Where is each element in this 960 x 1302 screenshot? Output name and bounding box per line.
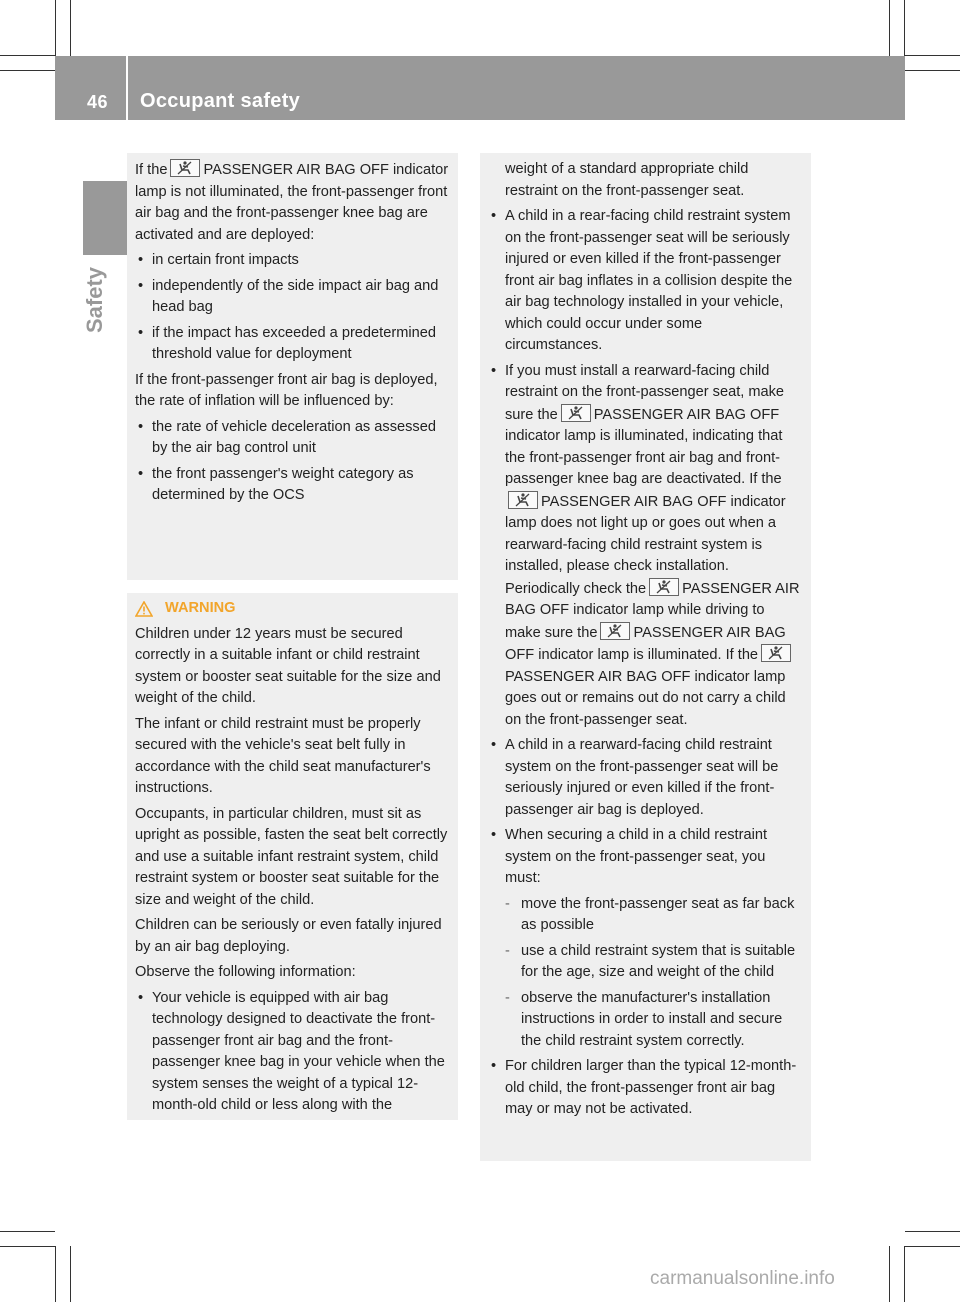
crop-mark [55, 1246, 56, 1302]
passenger-airbag-off-icon [170, 159, 200, 177]
passenger-airbag-off-icon [649, 578, 679, 596]
page-number: 46 [87, 92, 109, 112]
list-item: • independently of the side impact air bag and head bag [135, 276, 450, 319]
crop-mark [0, 55, 55, 56]
continuation-text: weight of a standard appropriate child restraint on the front-passenger seat. [505, 161, 749, 199]
list-item: • A child in a rearward-facing child restraint system on the front-passenger seat will be seriously injured or even killed if the front-passenger air bag is deployed. [488, 735, 803, 821]
sub-list-item: - observe the manufacturer's installation instructions in order to install and secure the child restraint system correctly. [488, 988, 803, 1053]
passenger-airbag-off-icon [761, 644, 791, 662]
list-item: • in certain front impacts [135, 250, 450, 272]
sub-list-item: - move the front-passenger seat as far back as possible [488, 894, 803, 937]
list-item: • the rate of vehicle deceleration as assessed by the air bag control unit [135, 417, 450, 460]
list-item: • the front passenger's weight category as determined by the OCS [135, 464, 450, 507]
list-item: • When securing a child in a child restraint system on the front-passenger seat, you must: [488, 825, 803, 890]
list-item: • For children larger than the typical 12-month-old child, the front-passenger front air bag may or may not be activated. [488, 1056, 803, 1121]
warning-paragraph: Children under 12 years must be secured correctly in a suitable infant or child restraint system or booster seat suitable for the size and weight of the child. [135, 625, 441, 706]
crop-mark [70, 0, 71, 56]
crop-mark [55, 0, 56, 56]
crop-mark [889, 0, 890, 56]
list-item: • A child in a rear-facing child restraint system on the front-passenger seat will be seriously injured or even killed if the front-passenger front air bag inflates in a collision despite the air bag technology installed in your vehicle, which could occur under some circumstances. [488, 206, 803, 357]
list-item: • If you must install a rearward-facing child restraint on the front-passenger seat, make sure the PASSENGER AIR BAG OFF indicator lamp is illuminated, indicating that the front-passenger front air bag and front-passenger knee bag are deactivated. If the PASSENGER AIR BAG OFF indicator lamp does not light up or goes out when a rearward-facing child restraint system is installed, please check installation. Periodically check the PASSENGER AIR BAG OFF indicator lamp while driving to make sure the PASSENGER AIR BAG OFF indicator lamp is illuminated. If the PASSENGER AIR BAG OFF indicator lamp goes out or remains out do not carry a child on the front-passenger seat. [488, 361, 803, 732]
warning-paragraph: The infant or child restraint must be properly secured with the vehicle's seat belt fully in accordance with the child seat manufacturer's instructions. [135, 715, 431, 796]
page-title: Occupant safety [140, 90, 301, 112]
warning-heading: WARNING [135, 598, 450, 620]
crop-mark [0, 1231, 55, 1232]
crop-mark [905, 1246, 960, 1247]
list-item: • if the impact has exceeded a predetermined threshold value for deployment [135, 323, 450, 366]
crop-mark [904, 0, 905, 56]
list-item: • Your vehicle is equipped with air bag technology designed to deactivate the front-passenger front air bag and the front-passenger knee bag in your vehicle when the system senses the weight of a typical 12-month-old child or less along with the [135, 988, 450, 1117]
crop-mark [0, 1246, 55, 1247]
crop-mark [0, 70, 55, 71]
airbag-info-panel [127, 153, 458, 580]
warning-panel [127, 593, 458, 1120]
crop-mark [905, 55, 960, 56]
crop-mark [905, 1231, 960, 1232]
warning-paragraph: Children can be seriously or even fatally injured by an air bag deploying. [135, 917, 442, 955]
warning-triangle-icon [135, 601, 153, 617]
section-label-text: Safety [82, 266, 107, 333]
passenger-airbag-off-icon [600, 622, 630, 640]
warning-paragraph: Occupants, in particular children, must sit as upright as possible, fasten the seat belt correctly and use a suitable infant restraint system, child restraint system or booster seat suitable for the size and weight of the child. [135, 805, 448, 908]
warning-continued-panel [480, 153, 811, 1161]
passenger-airbag-off-icon [561, 404, 591, 422]
crop-mark [70, 1246, 71, 1302]
warning-paragraph: Observe the following information: [135, 964, 356, 980]
crop-mark [889, 1246, 890, 1302]
inflation-paragraph: If the front-passenger front air bag is deployed, the rate of inflation will be influenced by: [135, 371, 438, 409]
passenger-airbag-off-icon [508, 491, 538, 509]
intro-paragraph: If the PASSENGER AIR BAG OFF indicator lamp is not illuminated, the front-passenger front air bag and the front-passenger knee bag are activated and are deployed: [135, 159, 450, 246]
crop-mark [904, 1246, 905, 1302]
sub-list-item: - use a child restraint system that is suitable for the age, size and weight of the child [488, 941, 803, 984]
header-divider [126, 56, 128, 120]
crop-mark [905, 70, 960, 71]
section-label [82, 255, 128, 345]
watermark: carmanualsonline.info [650, 1268, 835, 1289]
